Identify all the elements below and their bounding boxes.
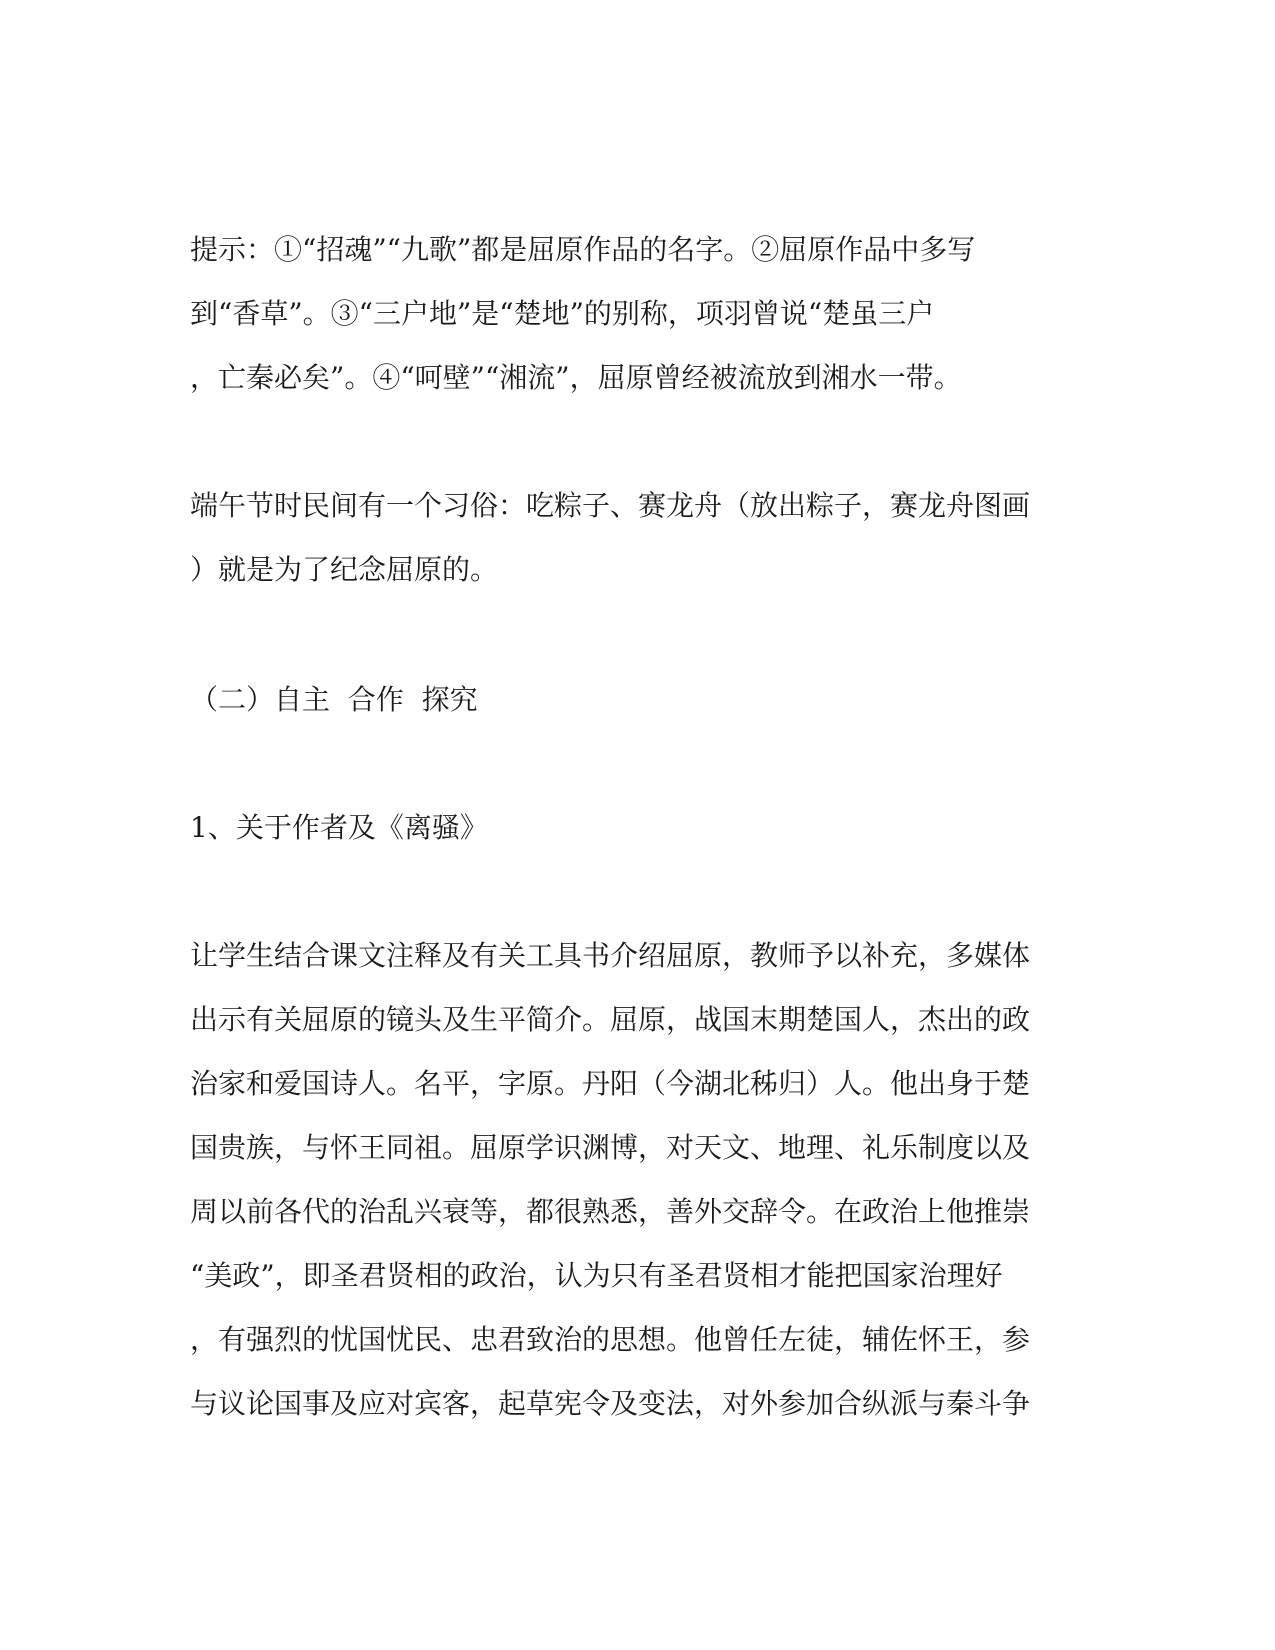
custom-line: 端午节时民间有一个习俗：吃粽子、赛龙舟（放出粽子，赛龙舟图画 <box>190 489 1031 522</box>
hint-line: ，亡秦必矣”。④“呵壁”“湘流”，屈原曾经被流放到湘水一带。 <box>190 361 962 394</box>
body-line: 出示有关屈原的镜头及生平简介。屈原，战国末期楚国人，杰出的政 <box>190 1003 1031 1036</box>
section-heading <box>190 668 1070 732</box>
subsection-heading-text: 1、关于作者及《离骚》 <box>190 811 488 844</box>
subsection-heading <box>190 796 1070 860</box>
body-line: ，有强烈的忧国忧民、忠君致治的思想。他曾任左徒，辅佐怀王，参 <box>190 1323 1031 1356</box>
body-line: 让学生结合课文注释及有关工具书介绍屈原，教师予以补充，多媒体 <box>190 939 1031 972</box>
section-heading-text: （二）自主 合作 探究 <box>190 683 478 716</box>
author-intro-paragraph <box>190 924 1070 1436</box>
custom-paragraph <box>190 474 1070 602</box>
body-line: 国贵族，与怀王同祖。屈原学识渊博，对天文、地理、礼乐制度以及 <box>190 1131 1031 1164</box>
body-line: 治家和爱国诗人。名平，字原。丹阳（今湖北秭归）人。他出身于楚 <box>190 1067 1031 1100</box>
hint-paragraph <box>190 218 1070 410</box>
body-line: 与议论国事及应对宾客，起草宪令及变法，对外参加合纵派与秦斗争 <box>190 1387 1031 1420</box>
body-line: 周以前各代的治乱兴衰等，都很熟悉，善外交辞令。在政治上他推崇 <box>190 1195 1031 1228</box>
hint-line: 提示：①“招魂”“九歌”都是屈原作品的名字。②屈原作品中多写 <box>190 233 976 266</box>
body-line: “美政”，即圣君贤相的政治，认为只有圣君贤相才能把国家治理好 <box>190 1259 1003 1292</box>
custom-line: ）就是为了纪念屈原的。 <box>190 553 499 586</box>
hint-line: 到“香草”。③“三户地”是“楚地”的别称，项羽曾说“楚虽三户 <box>190 297 935 330</box>
